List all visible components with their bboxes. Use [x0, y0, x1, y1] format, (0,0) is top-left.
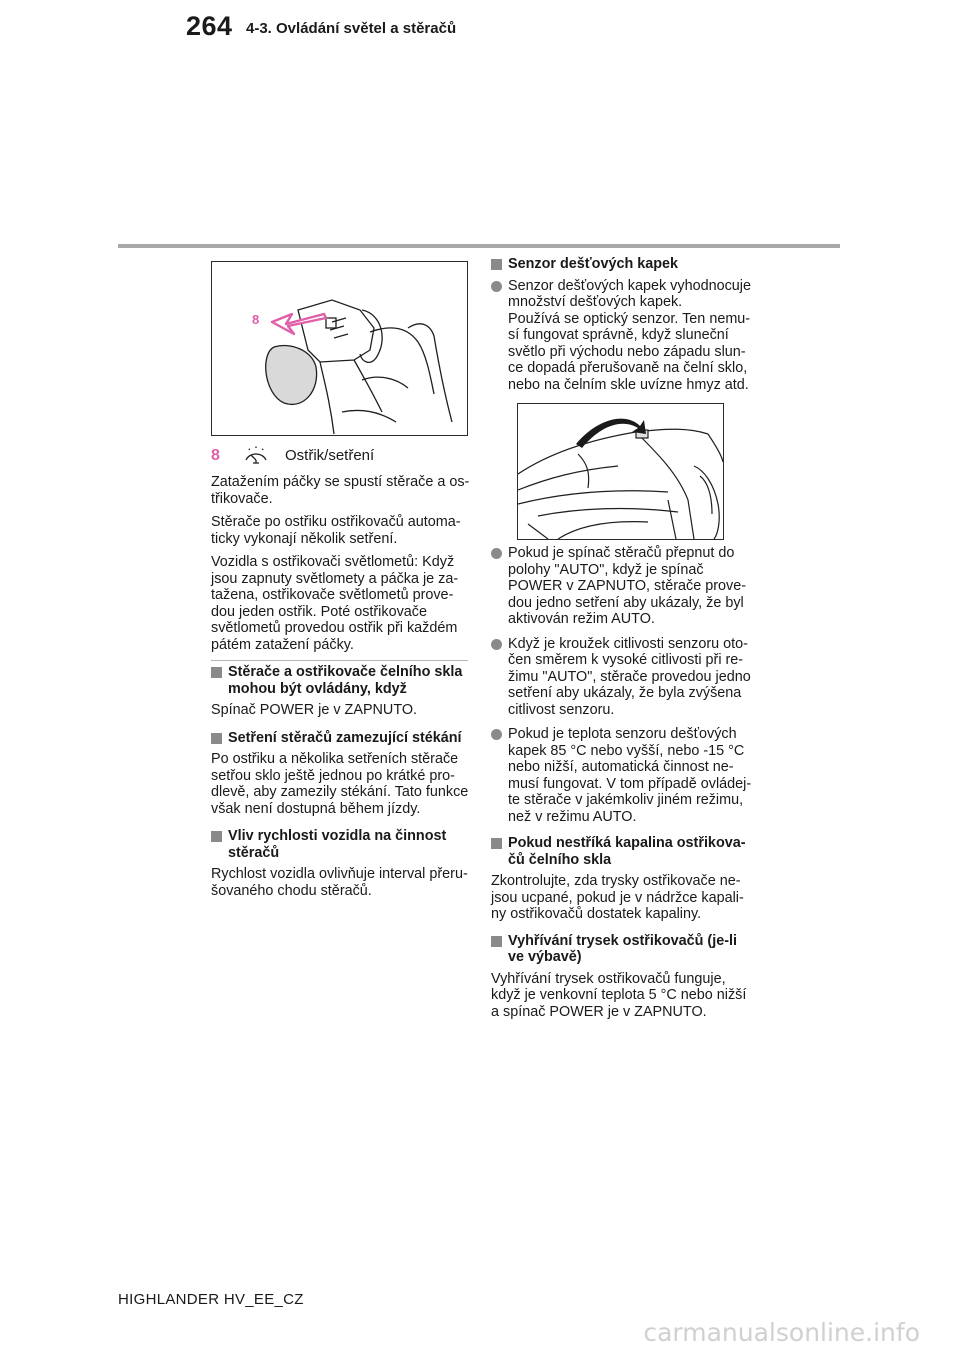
- square-bullet-icon: [211, 667, 222, 678]
- square-bullet-icon: [211, 831, 222, 842]
- bullet-item: Pokud je spínač stěračů přepnut do polohy "AUTO", když je spínač POWER v ZAPNUTO, stěrače prove- dou jedno setření aby ukázaly, že byl aktivován režim AUTO.: [491, 545, 753, 628]
- section-title: 4-3. Ovládání světel a stěračů: [246, 20, 457, 37]
- section-heading: Senzor dešťových kapek: [491, 256, 753, 273]
- round-bullet-icon: [491, 281, 502, 292]
- square-bullet-icon: [491, 838, 502, 849]
- section-body: Po ostřiku a několika setřeních stěrače setřou sklo ještě jednou po krátké pro- dlevě, aby zamezily stékání. Tato funkce však není dostupná během jízdy.: [211, 751, 469, 817]
- wiper-lever-illustration: [211, 261, 468, 436]
- paragraph: Vozidla s ostřikovači světlometů: Když jsou zapnuty světlomety a páčka je za- tažena, ostřikovače světlometů prove- dou jeden ostřik. Poté ostřikovače světlometů provedou ostřik při každém pátém zatažení páčky.: [211, 554, 459, 653]
- washer-icon: [244, 446, 268, 471]
- paragraph: Stěrače po ostřiku ostřikovačů automa- ticky vykonají několik setření.: [211, 514, 461, 547]
- bullet-item: Když je kroužek citlivosti senzoru oto- čen směrem k vysoké citlivosti při re- žimu "AUTO", stěrače provedou jedno setření aby ukázaly, že byla zvýšena citlivost senzoru.: [491, 636, 753, 719]
- section-heading: Setření stěračů zamezující stékání: [211, 730, 469, 747]
- section-heading: Vliv rychlosti vozidla na činnost stěračů: [211, 828, 469, 861]
- round-bullet-icon: [491, 639, 502, 650]
- right-column-bottom: [491, 545, 753, 1020]
- rain-sensor-car-illustration: [517, 403, 724, 540]
- round-bullet-icon: [491, 729, 502, 740]
- square-bullet-icon: [211, 733, 222, 744]
- header-rule: [118, 244, 840, 248]
- right-column-top: [491, 256, 753, 393]
- section-heading: Stěrače a ostřikovače čelního skla mohou být ovládány, když: [211, 664, 469, 697]
- item-label: Ostřik/setření: [285, 447, 375, 464]
- left-paragraphs: [211, 474, 469, 653]
- left-sections: [211, 664, 469, 899]
- footer-model: HIGHLANDER HV_EE_CZ: [118, 1291, 304, 1308]
- round-bullet-icon: [491, 548, 502, 559]
- section-heading: Vyhřívání trysek ostřikovačů (je-li ve výbavě): [491, 933, 753, 966]
- section-body: Spínač POWER je v ZAPNUTO.: [211, 702, 418, 718]
- page-number: 264: [186, 11, 233, 41]
- bullet-item: Pokud je teplota senzoru dešťových kapek 85 °C nebo vyšší, nebo -15 °C nebo nižší, automatická činnost ne- musí fungovat. V tom případě ovládej- te stěrače v jakémkoliv jiném režimu, než v režimu AUTO.: [491, 726, 753, 825]
- section-heading: Pokud nestříká kapalina ostřikova- čů čelního skla: [491, 835, 753, 868]
- square-bullet-icon: [491, 936, 502, 947]
- section-body: Zkontrolujte, zda trysky ostřikovače ne- jsou ucpané, pokud je v nádržce kapali- ny ostřikovačů dostatek kapaliny.: [491, 873, 744, 922]
- figure-callout-8: 8: [252, 312, 260, 327]
- item-number: 8: [211, 447, 220, 464]
- section-body: Rychlost vozidla ovlivňuje interval přeru- šovaného chodu stěračů.: [211, 866, 468, 899]
- section-body: Vyhřívání trysek ostřikovačů funguje, když je venkovní teplota 5 °C nebo nižší a spínač POWER je v ZAPNUTO.: [491, 970, 747, 1020]
- paragraph: Zatažením páčky se spustí stěrače a os- třikovače.: [211, 474, 470, 507]
- square-bullet-icon: [491, 259, 502, 270]
- bullet-item: Senzor dešťových kapek vyhodnocuje množství dešťových kapek. Používá se optický senzor. Ten nemu- sí fungovat správně, když sluneční světlo při východu nebo západu slun- ce dopadá přerušovaně na čelní sklo, nebo na čelním skle uvízne hmyz atd.: [491, 278, 753, 394]
- section-separator: [211, 660, 468, 661]
- watermark: carmanualsonline.info: [643, 1318, 920, 1347]
